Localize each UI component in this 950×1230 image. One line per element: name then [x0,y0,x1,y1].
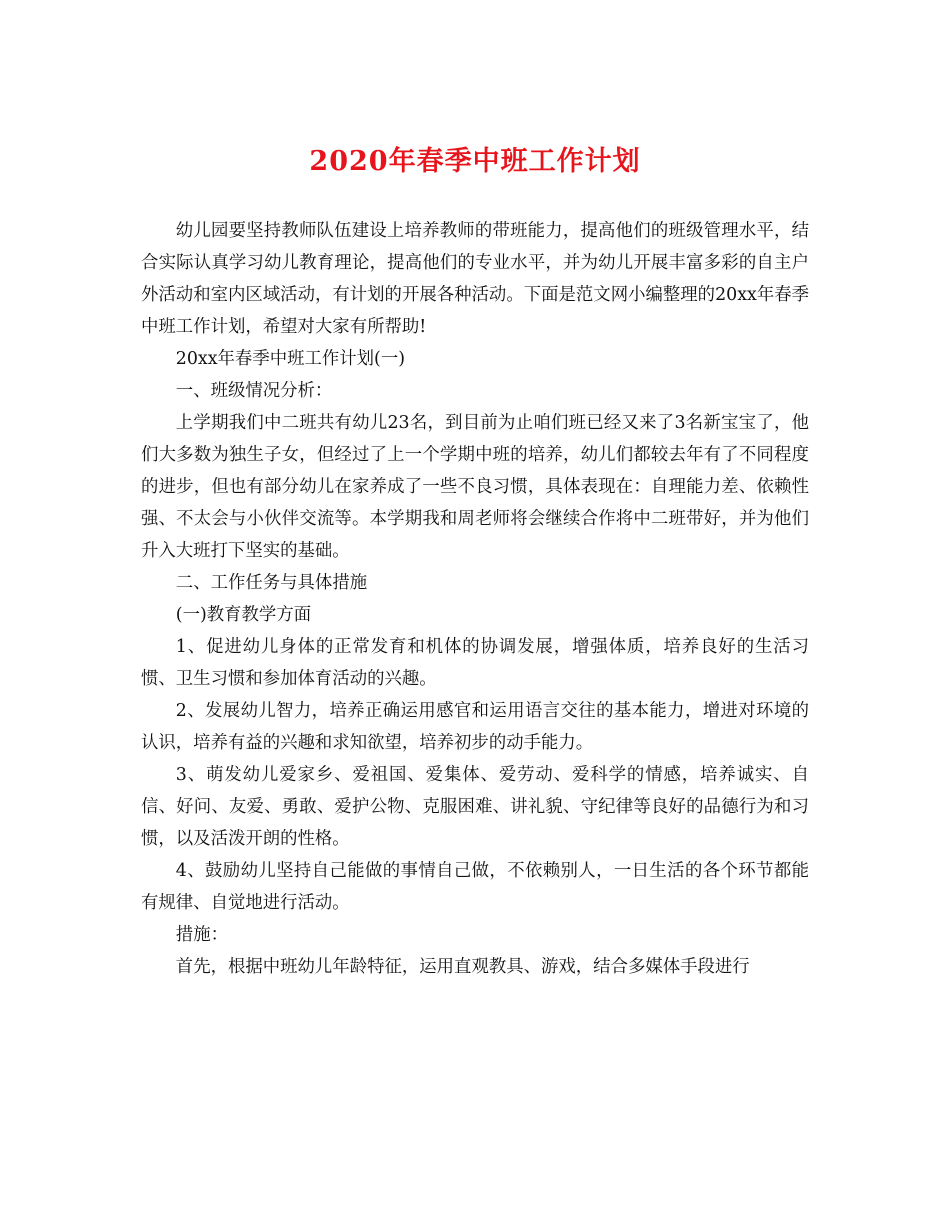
paragraph-measures-heading: 措施： [175,925,228,945]
paragraph-item-1: 1、促进幼儿身体的正常发育和机体的协调发展，增强体质，培养良好的生活习惯、卫生习惯和参加体育活动的兴趣。 [141,637,809,689]
paragraph-subsection-heading: (一)教育教学方面 [175,605,312,625]
paragraph-plan-heading: 20xx年春季中班工作计划(一) [175,349,406,369]
paragraph-section-one-heading: 一、班级情况分析： [175,381,333,401]
document-title: 2020年春季中班工作计划 [309,146,641,177]
paragraph-measures-first: 首先，根据中班幼儿年龄特征，运用直观教具、游戏，结合多媒体手段进行 [175,957,750,977]
paragraph-item-3: 3、萌发幼儿爱家乡、爱祖国、爱集体、爱劳动、爱科学的情感，培养诚实、自信、好问、友爱、勇敢、爱护公物、克服困难、讲礼貌、守纪律等良好的品德行为和习惯，以及活泼开朗的性格。 [141,765,809,849]
paragraph-item-4: 4、鼓励幼儿坚持自己能做的事情自己做，不依赖别人，一日生活的各个环节都能有规律、自觉地进行活动。 [141,861,809,913]
paragraph-item-2: 2、发展幼儿智力，培养正确运用感官和运用语言交往的基本能力，增进对环境的认识，培养有益的兴趣和求知欲望，培养初步的动手能力。 [141,701,809,753]
document-body [141,215,809,983]
paragraph-section-two-heading: 二、工作任务与具体措施 [175,573,368,593]
paragraph-class-analysis: 上学期我们中二班共有幼儿23名，到目前为止咱们班已经又来了3名新宝宝了，他们大多数为独生子女，但经过了上一个学期中班的培养，幼儿们都较去年有了不同程度的进步，但也有部分幼儿在家养成了一些不良习惯，具体表现在：自理能力差、依赖性强、不太会与小伙伴交流等。本学期我和周老师将会继续合作将中二班带好，并为他们升入大班打下坚实的基础。 [141,413,809,561]
paragraph-intro: 幼儿园要坚持教师队伍建设上培养教师的带班能力，提高他们的班级管理水平，结合实际认真学习幼儿教育理论，提高他们的专业水平，并为幼儿开展丰富多彩的自主户外活动和室内区域活动，有计划的开展各种活动。下面是范文网小编整理的20xx年春季中班工作计划，希望对大家有所帮助! [141,221,809,337]
